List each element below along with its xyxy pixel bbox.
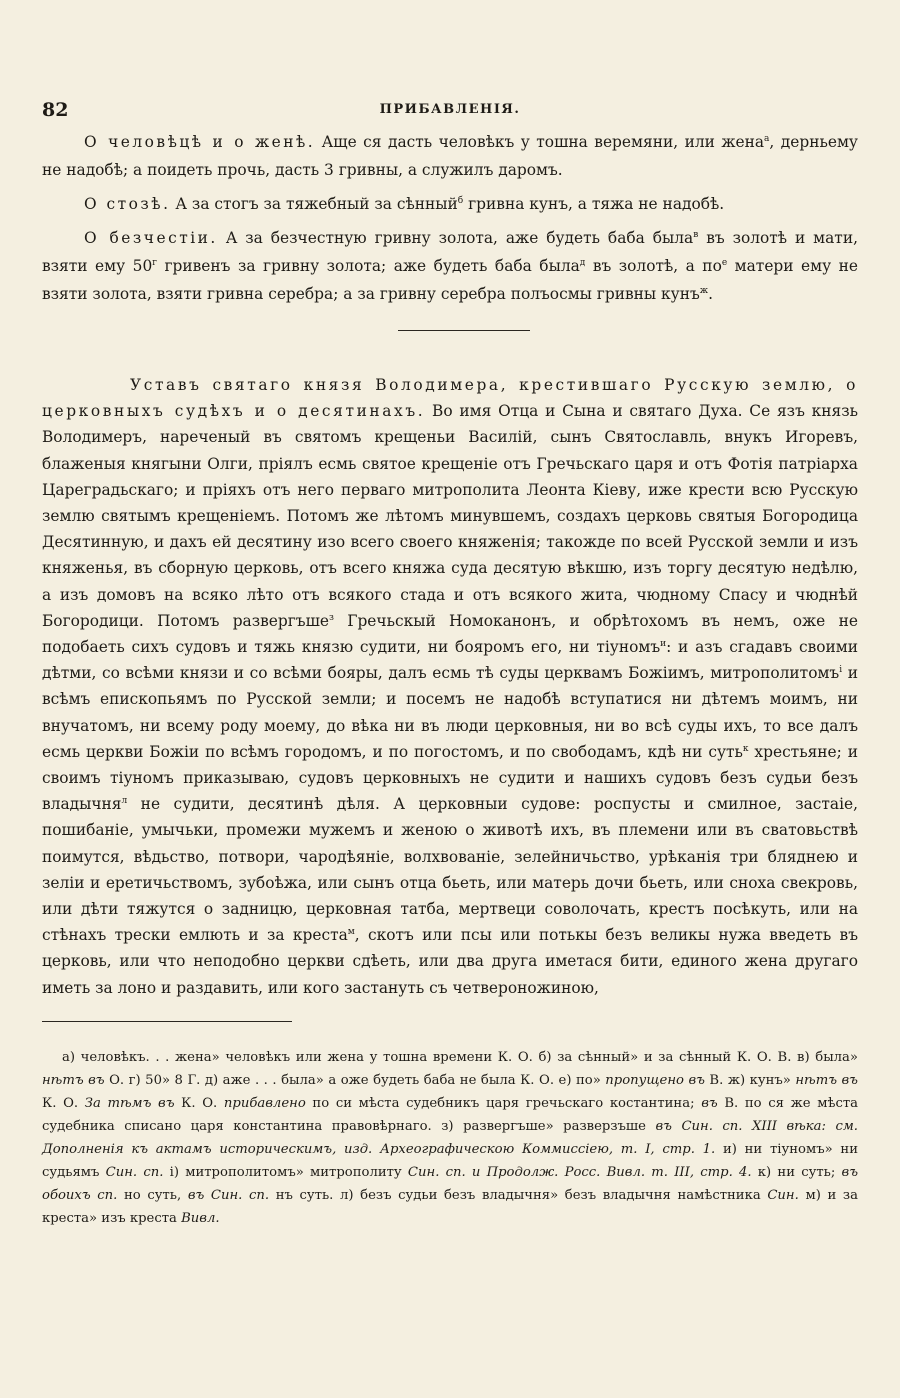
note-marker: г <box>152 258 157 268</box>
footnotes <box>42 1046 858 1230</box>
note-marker: в <box>693 230 699 240</box>
statute-heading: Уставъ святаго князя Володимера, крестившаго Русскую землю, о церковныхъ судѣхъ и о десятинахъ. <box>42 376 858 421</box>
page-header <box>42 99 858 123</box>
statute-fragment <box>42 128 858 314</box>
statute-text: Уставъ святаго князя Володимера, крестившаго Русскую землю, о церковныхъ судѣхъ и о десятинахъ. Во имя Отца и Сына и святаго Духа. Се язъ князь Володимеръ, нареченый въ святомъ крещеньи Василій, сынъ Святославль, внукъ Игоревъ, блаженыя княгыни Олги, пріялъ есмь святое крещеніе отъ Гречьскаго царя и отъ Фотія патріарха Цареградьскаго; и пріяхъ отъ него перваго митрополита Леонта Кіеву, иже крести всю Русскую землю святымъ крещеніемъ. Потомъ же лѣтомъ минувшемъ, создахъ церковь святыя Богородица Десятинную, и дахъ ей десятину изо всего своего княженія; такожде по всей Русской земли и изъ княженья, въ сборную церковь, отъ всего княжа суда десятую вѣкшю, изъ торгу десятую недѣлю, а изъ домовъ на всяко лѣто отъ всякого стада и отъ всякого жита, чюдному Спасу и чюднѣй Богородици. Потомъ развергъше$^з$ Гречьскый Номоканонъ, и обрѣтохомъ въ немъ, оже не подобаеть сихъ судовъ и тяжь князю судити, ни бояромъ его, ни тіуномъ$^и$: и азъ сгадавъ своими дѣтми, со всѣми князи и со всѣми бояры, далъ есмь тѣ суды церквамъ Божіимъ, митрополитомъ$^і$ и всѣмъ епископьямъ по Русской земли; и посемъ не надобѣ вступатися ни дѣтемъ моимъ, ни внучатомъ, ни всему роду моему, до вѣка ни въ люди церковныя, ни во всѣ суды ихъ, то все далъ есмь церкви Божіи по всѣмъ городомъ, и по погостомъ, и по свободамъ, кдѣ ни суть$^к$ хрестьяне; и своимъ тіуномъ приказываю, судовъ церковныхъ не судити и нашихъ судовъ безъ судьи безъ владычня$^л$ не судити, десятинѣ дѣля. А церковныи судове: роспусты и смилное, застаіе, пошибаніе, умычьки, промежи мужемъ и женою о животѣ ихъ, въ племени или въ сватовьствѣ поимутся, вѣдьство, потвори, чародѣяніе, волхвованіе, зелейничьство, урѣканія три бляднею и зеліи и еретичьствомъ, зубоѣжа, или сынъ отца бьеть, или матерь дочи бьеть, или сноха свекровь, или дѣти тяжутся о задницю, церковная татба, мертвеци соволочать, крестъ посѣкуть, или на стѣнахъ трески емлють и за креста$^м$, скотъ или псы или потькы безъ великы нужа введеть въ церковь, или что неподобно церкви сдѣеть, или два друга иметася бити, единого жена другаго иметь за лоно и раздавить, или кого застануть съ четвероножиною, <box>42 376 858 997</box>
note-marker: б <box>457 196 464 206</box>
paragraph-heading: О безчестіи. <box>84 229 218 247</box>
note-marker: м <box>347 927 355 938</box>
section-divider <box>398 330 530 331</box>
note-marker: і <box>839 665 843 676</box>
note-marker: и <box>660 639 667 650</box>
page-number: 82 <box>42 99 69 121</box>
paragraph-about-haystack: О стозѣ. А за стогъ за тяжебный за сѣнный$^б$ гривна кунъ, а тяжа не надобѣ. <box>84 195 725 213</box>
paragraph-heading: О стозѣ. <box>84 195 171 213</box>
footnote-text: а) человѣкъ. . . жена» человѣкъ или жена у тошна времени К. О. б) за сѣнный» и за сѣнный К. О. В. в) была» нѣтъ въ О. г) 50» 8 Г. д) аже . . . была» а оже будеть баба не была К. О. е) по» пропущено въ В. ж) кунъ» нѣтъ въ К. О. За тѣмъ въ К. О. прибавлено по си мѣста судебникъ царя гречьскаго костантина; въ В. по ся же мѣста судебника списано царя константина правовѣрнаго. з) развергъше» разверзъше въ Син. сп. XIII вѣка: см. Дополненія къ актамъ историческимъ, изд. Археографическою Коммиссіею, т. I, стр. 1. и) ни тіуномъ» ни судьямъ Син. сп. і) митрополитомъ» митрополиту Син. сп. и Продолж. Росс. Вивл. т. III, стр. 4. к) ни суть; въ обоихъ сп. но суть, въ Син. сп. нъ суть. л) безъ судьи безъ владычня» безъ владычня намѣстника Син. м) и за креста» изъ креста Вивл. <box>42 1050 859 1226</box>
note-marker: д <box>579 258 586 268</box>
note-marker: к <box>742 743 749 754</box>
note-marker: е <box>721 258 728 268</box>
note-marker: ж <box>699 286 709 296</box>
footnote-divider <box>42 1021 292 1022</box>
paragraph-heading: О человѣцѣ и о женѣ. <box>84 133 316 151</box>
paragraph-about-man-and-woman: О человѣцѣ и о женѣ. Аще ся дасть человѣкъ у тошна веремяни, или жена$^а$, дерньему не надобѣ; а поидеть прочь, дасть 3 гривны, а служилъ даромъ. <box>42 133 858 179</box>
running-head: ПРИБАВЛЕНІЯ. <box>379 102 521 117</box>
paragraph-about-dishonor: О безчестіи. А за безчестную гривну золота, аже будеть баба была$^в$ въ золотѣ и мати, взяти ему $50^г$ гривенъ за гривну золота; аже будеть баба была$^д$ въ золотѣ, а $по^е$ матери ему не взяти золота, взяти гривна серебра; а за гривну серебра полъосмы гривны кунъ$^ж$. <box>42 229 859 303</box>
note-marker: л <box>121 796 128 807</box>
note-marker: а <box>764 134 770 144</box>
statute-of-vladimir <box>42 372 858 1001</box>
note-marker: з <box>329 612 334 623</box>
